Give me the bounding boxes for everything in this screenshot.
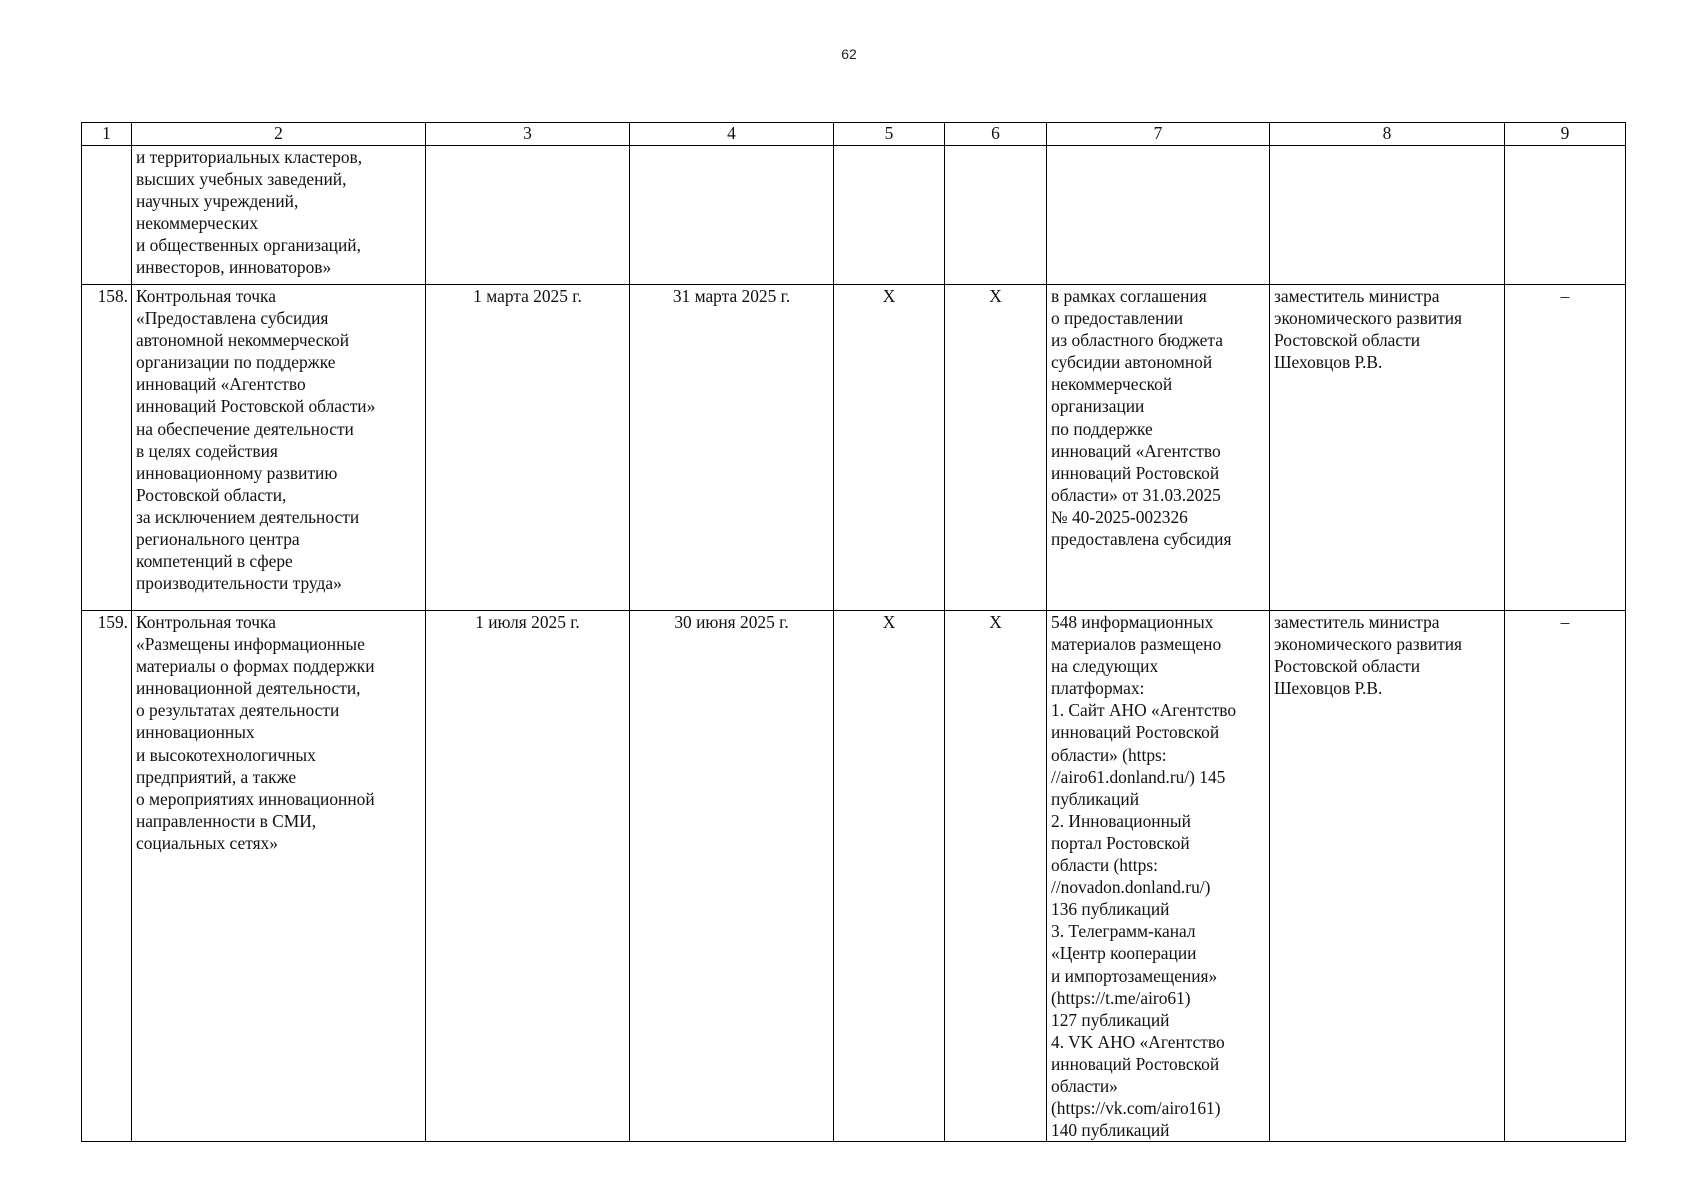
result-cell [1047, 285, 1270, 611]
page-number: 62 [841, 46, 857, 62]
cell-text-line: 1. Сайт АНО «Агентство [1051, 700, 1237, 721]
cell-text-line: //airo61.donland.ru/) 145 [1051, 766, 1226, 787]
fact-end-date-cell: Х [945, 611, 1047, 1142]
plan-end-date-cell: 30 июня 2025 г. [630, 611, 834, 1142]
column-header: 7 [1047, 123, 1270, 146]
cell-text-line: из областного бюджета [1051, 330, 1223, 351]
cell-text-line: 548 информационных [1051, 612, 1214, 632]
cell-text-line: направленности в СМИ, [136, 810, 317, 831]
fact-end-date-cell: Х [945, 285, 1047, 611]
cell-text-line: инноваций «Агентство [1051, 440, 1221, 461]
cell-text-line: области» от 31.03.2025 [1051, 484, 1221, 505]
cell-text-line: материалы о формах поддержки [136, 656, 375, 677]
column-header: 4 [630, 123, 834, 146]
table-row [82, 611, 1626, 1142]
column-header: 9 [1505, 123, 1626, 146]
event-name-cell [132, 285, 426, 611]
cell-text-line: Ростовской области, [136, 484, 287, 505]
plan-start-date-cell: 1 июля 2025 г. [426, 611, 630, 1142]
cell-text-line: инновационных [136, 722, 255, 743]
cell-text-line: в целях содействия [136, 440, 278, 461]
cell-text-line: по поддержке [1051, 418, 1153, 439]
cell-text-line: о результатах деятельности [136, 700, 340, 721]
row-number-cell [82, 146, 132, 285]
event-name-cell [132, 146, 426, 285]
cell-text-line: материалов размещено [1051, 634, 1222, 655]
cell-text-line: организации [1051, 396, 1145, 417]
cell-text-line: на обеспечение деятельности [136, 418, 354, 439]
cell-text-line: и импортозамещения» [1051, 965, 1218, 986]
cell-text-line: платформах: [1051, 678, 1145, 699]
cell-text-line: инноваций Ростовской [1051, 722, 1220, 743]
column-header: 8 [1270, 123, 1505, 146]
cell-text-line: и высокотехнологичных [136, 744, 316, 765]
implementation-plan-table [81, 122, 1626, 1142]
cell-text-line: «Размещены информационные [136, 634, 365, 655]
cell-text-line: заместитель министра [1274, 286, 1440, 306]
cell-text-line: инноваций Ростовской [1051, 462, 1220, 483]
cell-text-line: автономной некоммерческой [136, 330, 350, 351]
plan-end-date-cell [630, 146, 834, 285]
cell-text-line: за исключением деятельности [136, 506, 360, 527]
cell-text-line: и общественных организаций, [136, 235, 361, 256]
cell-text-line: публикаций [1051, 788, 1139, 809]
cell-text-line: некоммерческой [1051, 374, 1173, 395]
table-row [82, 146, 1626, 285]
cell-text-line: 2. Инновационный [1051, 810, 1191, 831]
table-row [82, 285, 1626, 611]
cell-text-line: предприятий, а также [136, 766, 297, 787]
cell-text-line: портал Ростовской [1051, 832, 1190, 853]
column-header: 6 [945, 123, 1047, 146]
cell-text-line: 3. Телеграмм-канал [1051, 921, 1196, 942]
cell-text-line: организации по поддержке [136, 352, 336, 373]
cell-text-line: области» [1051, 1075, 1118, 1096]
cell-text-line: субсидии автономной [1051, 352, 1213, 373]
row-number-cell: 158. [82, 285, 132, 611]
cell-text-line: инвесторов, инноваторов» [136, 257, 332, 278]
column-header: 3 [426, 123, 630, 146]
column-header: 2 [132, 123, 426, 146]
cell-text-line: некоммерческих [136, 213, 259, 234]
cell-text-line: на следующих [1051, 656, 1159, 677]
note-cell: – [1505, 285, 1626, 611]
cell-text-line: 136 публикаций [1051, 899, 1170, 920]
cell-text-line: социальных сетях» [136, 832, 278, 853]
responsible-cell [1270, 146, 1505, 285]
cell-text-line: 127 публикаций [1051, 1009, 1170, 1030]
cell-text-line: Контрольная точка [136, 286, 276, 306]
cell-text-line: 140 публикаций [1051, 1120, 1170, 1141]
plan-start-date-cell [426, 146, 630, 285]
cell-text-line: инноваций Ростовской [1051, 1053, 1220, 1074]
cell-text-line: № 40-2025-002326 [1051, 506, 1188, 527]
result-cell [1047, 611, 1270, 1142]
cell-text-line: «Центр кооперации [1051, 943, 1197, 964]
cell-text-line: предоставлена субсидия [1051, 529, 1232, 550]
column-header: 5 [834, 123, 945, 146]
cell-text-line: Шеховцов Р.В. [1274, 678, 1383, 699]
cell-text-line: и территориальных кластеров, [136, 147, 363, 167]
plan-start-date-cell: 1 марта 2025 г. [426, 285, 630, 611]
cell-text-line: 4. VK АНО «Агентство [1051, 1031, 1225, 1052]
cell-text-line: (https://t.me/airo61) [1051, 987, 1191, 1008]
cell-text-line: области» (https: [1051, 744, 1167, 765]
cell-text-line: высших учебных заведений, [136, 169, 347, 190]
fact-end-date-cell [945, 146, 1047, 285]
fact-start-date-cell: Х [834, 611, 945, 1142]
cell-text-line: инновационному развитию [136, 462, 338, 483]
cell-text-line: Контрольная точка [136, 612, 276, 632]
fact-start-date-cell [834, 146, 945, 285]
cell-text-line: производительности труда» [136, 573, 342, 594]
cell-text-line: «Предоставлена субсидия [136, 308, 329, 329]
column-number-header-row [82, 123, 1626, 146]
cell-text-line: экономического развития [1274, 308, 1463, 329]
cell-text-line: заместитель министра [1274, 612, 1440, 632]
column-header: 1 [82, 123, 132, 146]
row-number-cell: 159. [82, 611, 132, 1142]
cell-text-line: экономического развития [1274, 634, 1463, 655]
note-cell: – [1505, 611, 1626, 1142]
cell-text-line: компетенций в сфере [136, 551, 293, 572]
cell-text-line: //novadon.donland.ru/) [1051, 877, 1211, 898]
cell-text-line: о мероприятиях инновационной [136, 788, 375, 809]
plan-end-date-cell: 31 марта 2025 г. [630, 285, 834, 611]
cell-text-line: области (https: [1051, 855, 1158, 876]
fact-start-date-cell: Х [834, 285, 945, 611]
event-name-cell [132, 611, 426, 1142]
responsible-cell [1270, 285, 1505, 611]
cell-text-line: Ростовской области [1274, 330, 1421, 351]
result-cell [1047, 146, 1270, 285]
note-cell [1505, 146, 1626, 285]
cell-text-line: регионального центра [136, 529, 300, 550]
cell-text-line: инновационной деятельности, [136, 678, 361, 699]
cell-text-line: о предоставлении [1051, 308, 1184, 329]
responsible-cell [1270, 611, 1505, 1142]
cell-text-line: (https://vk.com/airo161) [1051, 1098, 1221, 1119]
cell-text-line: инноваций «Агентство [136, 374, 306, 395]
cell-text-line: инноваций Ростовской области» [136, 396, 376, 417]
cell-text-line: в рамках соглашения [1051, 286, 1207, 306]
cell-text-line: Шеховцов Р.В. [1274, 352, 1383, 373]
cell-text-line: Ростовской области [1274, 656, 1421, 677]
cell-text-line: научных учреждений, [136, 191, 299, 212]
